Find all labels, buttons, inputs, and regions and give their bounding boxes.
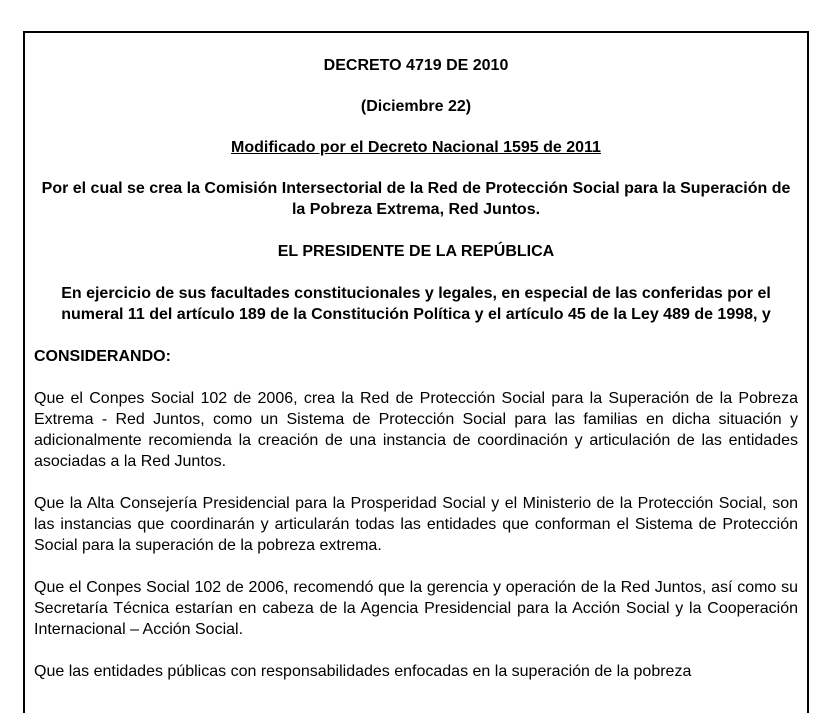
considerando-heading: CONSIDERANDO: bbox=[34, 348, 171, 365]
decree-title: DECRETO 4719 DE 2010 bbox=[323, 57, 509, 74]
modified-by-note bbox=[34, 137, 798, 158]
decree-subject: Por el cual se crea la Comisión Intersectorial de la Red de Protección Social para la Superación de la Pobreza Extrema, Red Juntos. bbox=[41, 180, 791, 218]
document-page bbox=[23, 31, 809, 713]
paragraph-2: Que la Alta Consejería Presidencial para la Prosperidad Social y el Ministerio de la Protección Social, son las instancias que coordinarán y articularán todas las entidades que conforman el Sistema de Protección Social para la superación de la pobreza extrema. bbox=[34, 495, 798, 554]
paragraph-3: Que el Conpes Social 102 de 2006, recomendó que la gerencia y operación de la Red Juntos, así como su Secretaría Técnica estarían en cabeza de la Agencia Presidencial para la Acción Social y la Cooperación Internacional – Acción Social. bbox=[34, 579, 798, 638]
paragraph-4: Que las entidades públicas con responsabilidades enfocadas en la superación de la pobreza bbox=[34, 663, 692, 680]
authority-statement: En ejercicio de sus facultades constitucionales y legales, en especial de las conferidas por el numeral 11 del artículo 189 de la Constitución Política y el artículo 45 de la Ley 489 de 1998, y bbox=[61, 285, 771, 323]
decree-date: (Diciembre 22) bbox=[360, 98, 472, 115]
issuer-heading: EL PRESIDENTE DE LA REPÚBLICA bbox=[277, 243, 555, 260]
paragraph-1: Que el Conpes Social 102 de 2006, crea la Red de Protección Social para la Superación de la Pobreza Extrema - Red Juntos, como un Sistema de Protección Social para las familias en dicha situación y adicionalmente recomienda la creación de una instancia de coordinación y articulación de las entidades asociadas a la Red Juntos. bbox=[34, 390, 798, 470]
modified-by-link-text: Modificado por el Decreto Nacional 1595 de 2011 bbox=[231, 139, 601, 156]
document-content bbox=[34, 55, 798, 682]
